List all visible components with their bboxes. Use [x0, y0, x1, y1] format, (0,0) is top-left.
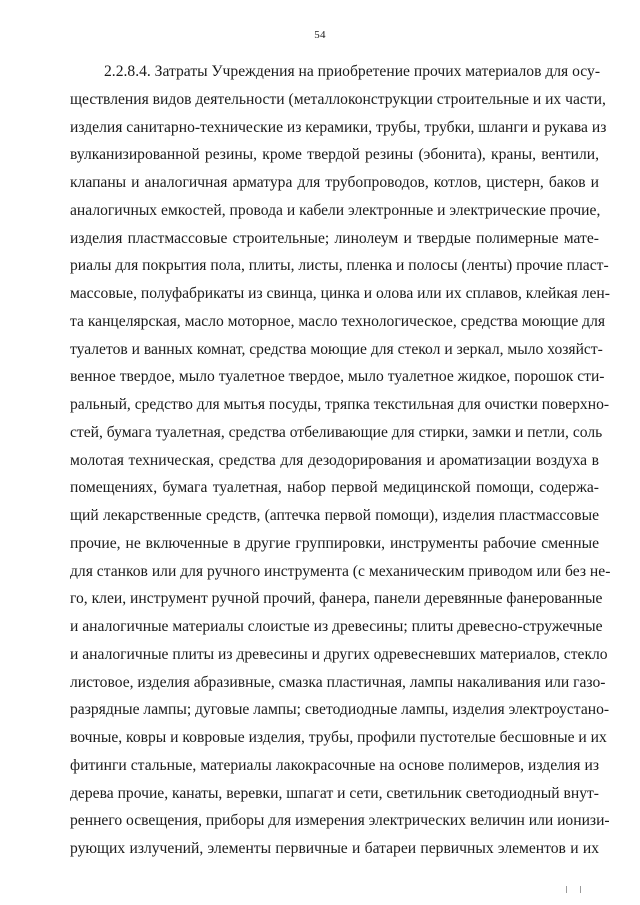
text-line: ществления видов деятельности (металлоконструкции строительные и их части, — [70, 90, 606, 108]
text-line: рующих излучений, элементы первичные и батареи первичных элементов и их — [70, 840, 599, 857]
text-line: фитинги стальные, материалы лакокрасочные на основе полимеров, изделия из — [70, 756, 599, 774]
scan-artifact-marks — [566, 886, 588, 894]
text-line: изделия пластмассовые строительные; линолеум и твердые полимерные мате- — [70, 229, 599, 247]
text-line: клапаны и аналогичная арматура для трубопроводов, котлов, цистерн, баков и — [70, 174, 599, 191]
text-line: туалетов и ванных комнат, средства моющие для стекол и зеркал, мыло хозяйст- — [70, 340, 603, 358]
text-line: венное твердое, мыло туалетное твердое, мыло туалетное жидкое, порошок сти- — [70, 368, 605, 386]
text-line: вулканизированной резины, кроме твердой резины (эбонита), краны, вентили, — [70, 146, 599, 164]
text-line: та канцелярская, масло моторное, масло технологическое, средства моющие для — [70, 312, 606, 330]
section-paragraph — [70, 58, 611, 863]
text-line: и аналогичные плиты из древесины и других одревесневших материалов, стекло — [70, 645, 608, 663]
text-line: вочные, ковры и ковровые изделия, трубы, профили пустотелые бесшовные и их — [70, 729, 607, 746]
text-line: реннего освещения, приборы для измерения электрических величин или ионизи- — [70, 812, 610, 830]
text-line: листовое, изделия абразивные, смазка пластичная, лампы накаливания или газо- — [70, 673, 606, 691]
text-line: изделия санитарно-технические из керамики, трубы, трубки, шланги и рукава из — [70, 118, 607, 136]
text-line: для станков или для ручного инструмента (с механическим приводом или без не- — [70, 562, 611, 580]
text-line: щий лекарственные средств, (аптечка первой помощи), изделия пластмассовые — [70, 507, 599, 524]
text-line: молотая техническая, средства для дезодорирования и ароматизации воздуха в — [70, 451, 599, 469]
text-line: аналогичных емкостей, провода и кабели электронные и электрические прочие, — [70, 201, 601, 219]
text-line: го, клеи, инструмент ручной прочий, фанера, панели деревянные фанерованные — [70, 590, 603, 608]
text-line: 2.2.8.4. Затраты Учреждения на приобретение прочих материалов для осу- — [104, 63, 601, 80]
text-line: дерева прочие, канаты, веревки, шпагат и сети, светильник светодиодный внут- — [70, 784, 599, 802]
text-line: и аналогичные материалы слоистые из древесины; плиты древесно-стружечные — [70, 618, 603, 635]
page-number: 54 — [314, 29, 326, 41]
text-line: ральный, средство для мытья посуды, тряпка текстильная для очистки поверхно- — [70, 396, 610, 413]
text-line: стей, бумага туалетная, средства отбеливающие для стирки, замки и петли, соль — [70, 423, 603, 441]
text-line: риалы для покрытия пола, плиты, листы, пленка и полосы (ленты) прочие пласт- — [70, 257, 609, 275]
text-line: разрядные лампы; дуговые лампы; светодиодные лампы, изделия электроустано- — [70, 701, 610, 719]
text-line: помещениях, бумага туалетная, набор первой медицинской помощи, содержа- — [70, 479, 599, 497]
text-line: массовые, полуфабрикаты из свинца, цинка и олова или их сплавов, клейкая лен- — [70, 285, 610, 302]
text-line: прочие, не включенные в другие группировки, инструменты рабочие сменные — [70, 534, 599, 552]
